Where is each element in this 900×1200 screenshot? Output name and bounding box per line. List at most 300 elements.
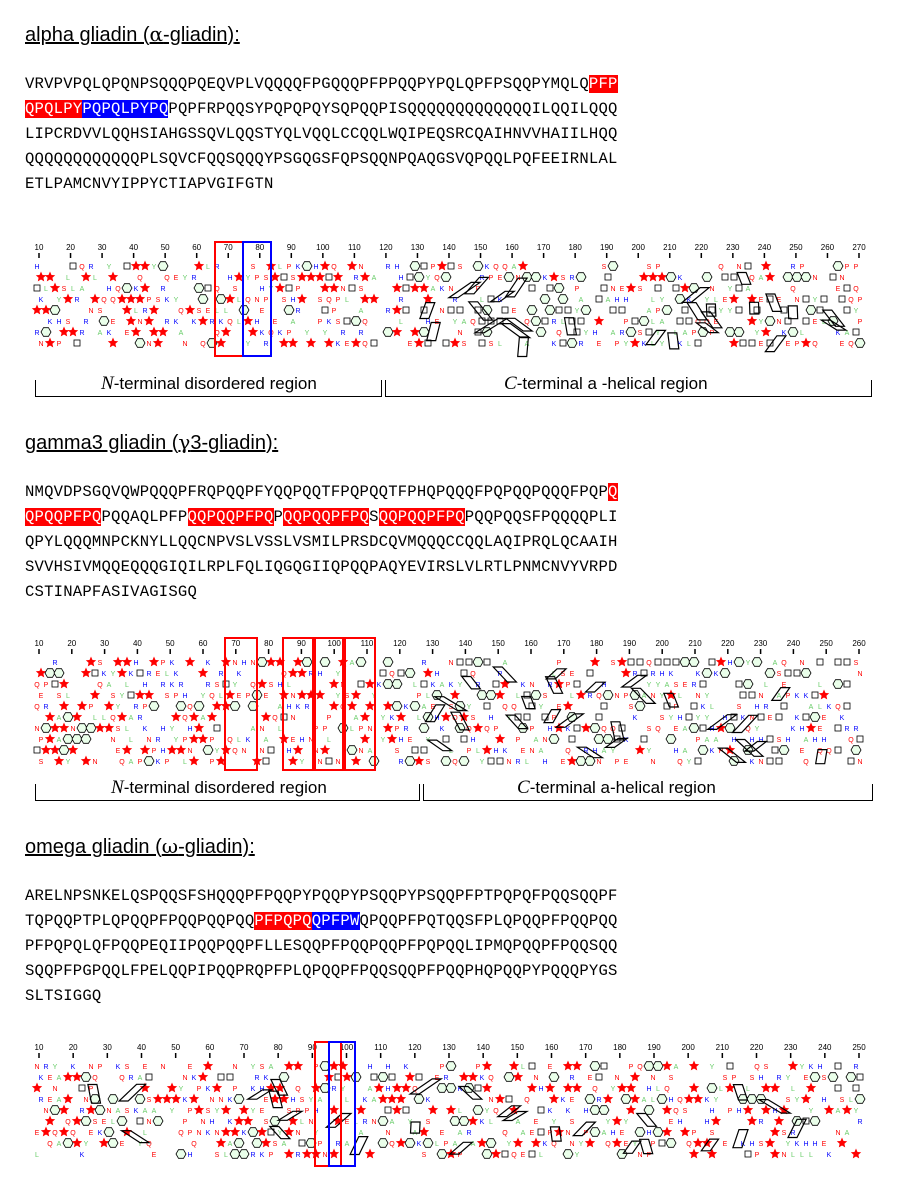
omega-title-colon: : [249, 836, 255, 858]
omega-residue-letter: Y [83, 1141, 89, 1148]
alpha-star-mark [594, 316, 604, 326]
alpha-sequence-line [25, 72, 618, 97]
omega-hexagon-mark [846, 1073, 856, 1082]
alpha-helix-outline [788, 306, 798, 319]
alpha-residue-letter: L [561, 319, 565, 326]
gamma-star-mark [45, 712, 55, 722]
omega-star-mark [684, 1094, 694, 1104]
alpha-residue-letter: P [488, 275, 494, 282]
omega-residue-letter: K [560, 1097, 566, 1104]
gamma-square-mark [691, 703, 697, 709]
gamma-residue-letter: Y [695, 715, 701, 722]
alpha-residue-letter: E [619, 286, 625, 293]
alpha-residue-letter: H [425, 319, 431, 326]
gamma-residue-letter: E [38, 693, 44, 700]
alpha-residue-letter: K [439, 286, 445, 293]
omega-tick-label: 130 [442, 1043, 456, 1052]
alpha-tick-label: 100 [316, 243, 330, 252]
gamma-residue-letter: A [533, 737, 539, 744]
omega-residue-letter: L [539, 1152, 543, 1159]
alpha-residue-letter: K [781, 330, 787, 337]
alpha-residue-letter: A [371, 275, 377, 282]
omega-star-mark [401, 1083, 411, 1093]
gamma-residue-letter: K [169, 682, 175, 689]
omega-residue-letter: K [250, 1086, 256, 1093]
omega-residue-letter: S [124, 1064, 130, 1071]
gamma-residue-letter: A [277, 704, 283, 711]
alpha-hexagon-mark [540, 295, 550, 304]
omega-residue-letter: S [758, 1141, 764, 1148]
gamma-star-mark [288, 668, 298, 678]
alpha-residue-letter: K [133, 286, 139, 293]
gamma-star-mark [41, 745, 51, 755]
gamma-residue-letter: L [818, 682, 822, 689]
gamma-residue-letter: Q [119, 759, 125, 766]
alpha-residue-letter: E [596, 341, 602, 348]
alpha-residue-letter: E [758, 297, 764, 304]
gamma-gliadin-title [25, 430, 278, 455]
omega-star-mark [626, 1083, 636, 1093]
omega-residue-letter: R [250, 1152, 256, 1159]
gamma-star-mark [77, 701, 87, 711]
gamma-hexagon-mark [54, 669, 64, 678]
alpha-star-mark [221, 327, 231, 337]
alpha-residue-letter: N [439, 308, 445, 315]
gamma-residue-letter: Y [506, 715, 512, 722]
omega-star-mark [770, 1127, 780, 1137]
alpha-residue-letter: R [619, 330, 625, 337]
omega-star-mark [428, 1105, 438, 1115]
alpha-residue-letter: R [790, 264, 796, 271]
alpha-residue-letter: S [155, 297, 161, 304]
omega-residue-letter: Y [574, 1152, 580, 1159]
alpha-residue-letter: Y [452, 319, 458, 326]
omega-star-mark [662, 1105, 672, 1115]
alpha-hexagon-mark [792, 273, 802, 282]
omega-star-mark [63, 1094, 73, 1104]
omega-star-mark [549, 1094, 559, 1104]
omega-residue-letter: P [196, 1086, 202, 1093]
alpha-square-mark [695, 340, 701, 346]
omega-residue-letter: R [596, 1097, 602, 1104]
omega-residue-letter: N [209, 1097, 215, 1104]
gamma-residue-letter: Y [335, 693, 341, 700]
gamma-square-mark [484, 703, 490, 709]
omega-residue-letter: E [821, 1141, 827, 1148]
alpha-star-mark [288, 338, 298, 348]
omega-square-mark [506, 1096, 512, 1102]
alpha-star-mark [135, 294, 145, 304]
gamma-residue-letter: N [758, 759, 764, 766]
gamma-residue-letter: S [56, 693, 62, 700]
alpha-hexagon-mark [198, 295, 208, 304]
omega-star-mark [563, 1061, 573, 1071]
gamma-hexagon-mark [486, 691, 496, 700]
omega-residue-letter: H [209, 1119, 215, 1126]
alpha-star-mark [248, 327, 258, 337]
gamma-tick-label: 110 [360, 639, 374, 648]
alpha-square-mark [578, 318, 584, 324]
alpha-residue-letter: R [578, 341, 584, 348]
omega-star-mark [284, 1149, 294, 1159]
gamma-hexagon-mark [689, 658, 699, 667]
omega-tick-label: 170 [578, 1043, 593, 1052]
omega-hexagon-mark [585, 1095, 595, 1104]
omega-star-mark [392, 1083, 402, 1093]
omega-residue-letter: Y [709, 1064, 715, 1071]
gamma-star-mark [635, 745, 645, 755]
alpha-residue-letter: Y [106, 264, 112, 271]
gamma-star-mark [36, 668, 46, 678]
omega-hexagon-mark [176, 1150, 186, 1159]
gamma-star-mark [819, 690, 829, 700]
alpha-residue-letter: R [551, 319, 557, 326]
alpha-star-mark [329, 283, 339, 293]
alpha-residue-letter: P [574, 286, 580, 293]
alpha-sequence [25, 72, 618, 197]
gamma-residue-letter: N [232, 660, 238, 667]
alpha-residue-letter: A [578, 297, 584, 304]
gamma-star-mark [117, 668, 127, 678]
omega-residue-letter: P [439, 1064, 445, 1071]
alpha-hexagon-mark [531, 273, 541, 282]
gamma-square-mark [601, 703, 607, 709]
alpha-residue-letter: R [479, 275, 485, 282]
gamma-residue-letter: A [682, 726, 688, 733]
gamma-residue-letter: Q [97, 682, 103, 689]
omega-residue-letter: L [435, 1141, 439, 1148]
omega-hexagon-mark [230, 1150, 240, 1159]
gamma-residue-letter: S [470, 715, 476, 722]
omega-star-mark [495, 1094, 505, 1104]
alpha-star-mark [392, 305, 402, 315]
omega-sequence-segment: QPQQPFPQTQQSFPLQPQQPFPQQPQQ [359, 912, 618, 930]
gamma-residue-letter: K [839, 715, 845, 722]
gamma-residue-letter: L [417, 715, 421, 722]
alpha-star-mark [216, 338, 226, 348]
gamma-square-mark [263, 758, 269, 764]
omega-square-mark [853, 1085, 859, 1091]
omega-hexagon-mark [482, 1150, 492, 1159]
gamma-star-mark [482, 745, 492, 755]
gamma-residue-letter: K [403, 704, 409, 711]
gamma-hexagon-mark [734, 658, 744, 667]
gamma-square-mark [358, 681, 364, 687]
omega-residue-letter: K [425, 1097, 431, 1104]
alpha-star-mark [351, 338, 361, 348]
gamma-star-mark [293, 657, 303, 667]
gamma-residue-letter: K [740, 715, 746, 722]
gamma-residue-letter: H [187, 726, 193, 733]
omega-residue-letter: N [34, 1064, 40, 1071]
omega-residue-letter: H [758, 1075, 764, 1082]
alpha-square-mark [803, 296, 809, 302]
alpha-square-mark [34, 285, 40, 291]
omega-residue-letter: S [259, 1064, 265, 1071]
omega-residue-letter: H [290, 1097, 296, 1104]
gamma-star-mark [590, 657, 600, 667]
omega-star-mark [72, 1072, 82, 1082]
alpha-residue-letter: N [776, 319, 782, 326]
gamma-residue-letter: E [236, 693, 242, 700]
omega-residue-letter: Y [785, 1075, 791, 1082]
alpha-greek: α [149, 22, 164, 46]
alpha-residue-letter: E [497, 275, 503, 282]
gamma-residue-letter: Y [110, 671, 116, 678]
alpha-residue-letter: R [452, 297, 458, 304]
omega-star-mark [513, 1138, 523, 1148]
gamma-residue-letter: L [165, 671, 169, 678]
omega-residue-letter: Q [488, 1075, 494, 1082]
omega-residue-letter: N [146, 1119, 152, 1126]
omega-residue-letter: L [35, 1152, 39, 1159]
gamma-hexagon-mark [666, 735, 676, 744]
omega-residue-letter: K [826, 1152, 832, 1159]
gamma-star-mark [185, 657, 195, 667]
gamma-residue-letter: A [808, 704, 814, 711]
alpha-residue-letter: Y [718, 308, 724, 315]
omega-residue-letter: P [628, 1064, 634, 1071]
alpha-epitope-red: PFP [588, 75, 618, 93]
alpha-square-mark [565, 307, 571, 313]
gamma-star-mark [495, 690, 505, 700]
alpha-hexagon-mark [698, 328, 708, 337]
gamma-residue-letter: P [673, 704, 679, 711]
alpha-hexagon-mark [284, 306, 294, 315]
alpha-residue-letter: P [799, 264, 805, 271]
alpha-residue-letter: R [74, 297, 80, 304]
gamma-star-mark [441, 712, 451, 722]
omega-residue-letter: E [259, 1108, 265, 1115]
gamma-residue-letter: P [245, 693, 251, 700]
alpha-star-mark [729, 294, 739, 304]
alpha-hexagon-mark [662, 306, 672, 315]
omega-star-mark [680, 1127, 690, 1137]
gamma-residue-letter: K [803, 693, 809, 700]
omega-hexagon-mark [446, 1084, 456, 1093]
omega-sequence-line [25, 984, 618, 1009]
omega-hexagon-mark [153, 1117, 163, 1126]
gamma-hexagon-mark [41, 724, 51, 733]
gamma-residue-letter: R [497, 671, 503, 678]
gamma-residue-letter: Q [272, 715, 278, 722]
gamma-square-mark [488, 758, 494, 764]
gamma-sequence-segment: NMQVDPSGQVQWPQQQPFRQPQQPFYQQPQQTFPQPQQTFPHQPQQQFPQPQQPQQQFPQP [25, 483, 609, 501]
omega-star-mark [171, 1094, 181, 1104]
gamma-hexagon-mark [230, 702, 240, 711]
alpha-residue-letter: A [745, 286, 751, 293]
alpha-tick-label: 130 [410, 243, 425, 252]
gamma-residue-letter: A [200, 715, 206, 722]
gamma-star-mark [621, 668, 631, 678]
alpha-c-region-label [500, 373, 712, 395]
omega-square-mark [857, 1074, 863, 1080]
omega-residue-letter: P [754, 1152, 760, 1159]
gamma-residue-letter: Q [466, 726, 472, 733]
omega-star-mark [477, 1138, 487, 1148]
gamma-tick-label: 180 [589, 639, 604, 648]
alpha-residue-letter: H [259, 286, 265, 293]
gamma-square-mark [524, 714, 530, 720]
gamma-residue-letter: H [727, 660, 733, 667]
omega-residue-letter: Y [484, 1108, 490, 1115]
gamma-residue-letter: K [128, 671, 134, 678]
gamma-tick-label: 60 [198, 639, 208, 648]
alpha-hexagon-mark [626, 328, 636, 337]
alpha-residue-letter: H [106, 286, 112, 293]
omega-residue-letter: Q [412, 1086, 418, 1093]
gamma-square-mark [776, 758, 782, 764]
alpha-hexagon-mark [531, 317, 541, 326]
gamma-sequence-line [25, 555, 618, 580]
gamma-residue-letter: P [142, 704, 148, 711]
alpha-sequence-segment: LIPCRDVVLQQHSIAHGSSQVLQQSTYQLVQQLCCQQLWQIPEQSRCQAIHNVVHAIILHQQ [25, 125, 618, 143]
alpha-square-mark [421, 263, 427, 269]
omega-residue-letter: A [344, 1141, 350, 1148]
alpha-tick-label: 20 [66, 243, 75, 252]
alpha-residue-letter: Q [227, 319, 233, 326]
gamma-star-mark [293, 745, 303, 755]
omega-square-mark [385, 1107, 391, 1113]
gamma-star-mark [122, 745, 132, 755]
gamma-residue-letter: S [628, 704, 634, 711]
alpha-residue-letter: R [340, 330, 346, 337]
omega-residue-letter: Q [65, 1119, 71, 1126]
omega-star-mark [774, 1116, 784, 1126]
gamma-star-mark [81, 668, 91, 678]
alpha-hexagon-mark [194, 284, 204, 293]
alpha-star-mark [657, 272, 667, 282]
omega-residue-letter: A [151, 1108, 157, 1115]
alpha-residue-letter: K [686, 297, 692, 304]
omega-star-mark [585, 1138, 595, 1148]
alpha-square-mark [547, 285, 553, 291]
alpha-star-mark [140, 261, 150, 271]
gamma-residue-letter: N [34, 726, 40, 733]
gamma-residue-letter: L [449, 748, 453, 755]
gamma-square-mark [484, 659, 490, 665]
gamma-residue-letter: R [421, 660, 427, 667]
gamma-residue-letter: S [736, 704, 742, 711]
alpha-residue-letter: Y [574, 308, 580, 315]
gamma-hexagon-mark [635, 702, 645, 711]
gamma-residue-letter: N [799, 660, 805, 667]
alpha-star-mark [306, 272, 316, 282]
alpha-square-mark [722, 274, 728, 280]
gamma-square-mark [686, 714, 692, 720]
alpha-residue-letter: N [182, 341, 188, 348]
gamma-residue-letter: P [137, 759, 143, 766]
alpha-residue-letter: R [295, 308, 301, 315]
gamma-hexagon-mark [45, 669, 55, 678]
omega-star-mark [531, 1138, 541, 1148]
alpha-title-suffix: -gliadin) [163, 24, 235, 46]
alpha-star-mark [131, 261, 141, 271]
omega-star-mark [770, 1083, 780, 1093]
gamma-tick-label: 20 [67, 639, 77, 648]
gamma-residue-letter: N [758, 693, 764, 700]
omega-residue-letter: A [115, 1108, 121, 1115]
gamma-square-mark [497, 758, 503, 764]
alpha-residue-letter: Q [695, 319, 701, 326]
alpha-square-mark [542, 318, 548, 324]
omega-residue-letter: Y [137, 1141, 143, 1148]
omega-hexagon-mark [405, 1139, 415, 1148]
alpha-residue-letter: K [677, 341, 683, 348]
alpha-residue-letter: N [457, 330, 463, 337]
alpha-star-mark [761, 327, 771, 337]
omega-hexagon-mark [95, 1106, 105, 1115]
gamma-epitope-box-red [315, 638, 346, 770]
omega-hexagon-mark [747, 1095, 757, 1104]
alpha-hexagon-mark [734, 328, 744, 337]
gamma-residue-letter: R [844, 726, 850, 733]
gamma-residue-letter: L [219, 693, 223, 700]
gamma-residue-letter: P [322, 726, 328, 733]
omega-hexagon-mark [446, 1062, 456, 1071]
gamma-residue-letter: E [115, 748, 121, 755]
gamma-residue-letter: N [857, 759, 863, 766]
alpha-residue-letter: N [812, 275, 818, 282]
omega-star-mark [189, 1094, 199, 1104]
omega-residue-letter: N [650, 1075, 656, 1082]
gamma-residue-letter: Q [484, 726, 490, 733]
omega-hexagon-mark [549, 1073, 559, 1082]
alpha-residue-letter: Y [853, 308, 859, 315]
omega-residue-letter: E [520, 1152, 526, 1159]
alpha-residue-letter: Y [758, 319, 764, 326]
omega-residue-letter: R [758, 1119, 764, 1126]
alpha-residue-letter: L [224, 308, 228, 315]
gamma-tick-label: 50 [165, 639, 175, 648]
alpha-residue-letter: L [134, 308, 138, 315]
alpha-residue-letter: S [560, 275, 566, 282]
omega-residue-letter: E [263, 1097, 269, 1104]
alpha-residue-letter: A [461, 319, 467, 326]
omega-hexagon-mark [459, 1117, 469, 1126]
gamma-sequence-segment: CSTINAPFASIVAGISGQ [25, 583, 198, 601]
alpha-hexagon-mark [639, 317, 649, 326]
alpha-residue-letter: P [853, 264, 859, 271]
omega-epitope-blue: QPFPW [311, 912, 360, 930]
omega-residue-letter: Y [578, 1141, 584, 1148]
alpha-hexagon-mark [41, 328, 51, 337]
omega-tick-label: 210 [715, 1043, 730, 1052]
omega-residue-letter: Y [178, 1086, 184, 1093]
gamma-hexagon-mark [72, 735, 82, 744]
omega-residue-letter: Y [623, 1119, 629, 1126]
gamma-star-mark [72, 712, 82, 722]
gamma-residue-letter: K [389, 715, 395, 722]
omega-hexagon-mark [473, 1106, 483, 1115]
omega-residue-letter: Y [313, 1130, 319, 1137]
omega-square-mark [137, 1118, 143, 1124]
omega-residue-letter: Q [511, 1152, 517, 1159]
alpha-star-mark [423, 294, 433, 304]
gamma-residue-letter: Y [686, 759, 692, 766]
omega-residue-letter: A [601, 1130, 607, 1137]
alpha-residue-letter: E [434, 319, 440, 326]
omega-residue-letter: R [362, 1119, 368, 1126]
gamma-residue-letter: H [547, 726, 553, 733]
alpha-hexagon-mark [122, 284, 132, 293]
alpha-residue-letter: Y [56, 297, 62, 304]
gamma-square-mark [835, 659, 841, 665]
gamma-residue-letter: L [125, 726, 129, 733]
gamma-residue-letter: P [326, 715, 332, 722]
gamma-residue-letter: P [182, 737, 188, 744]
gamma-star-mark [122, 657, 132, 667]
